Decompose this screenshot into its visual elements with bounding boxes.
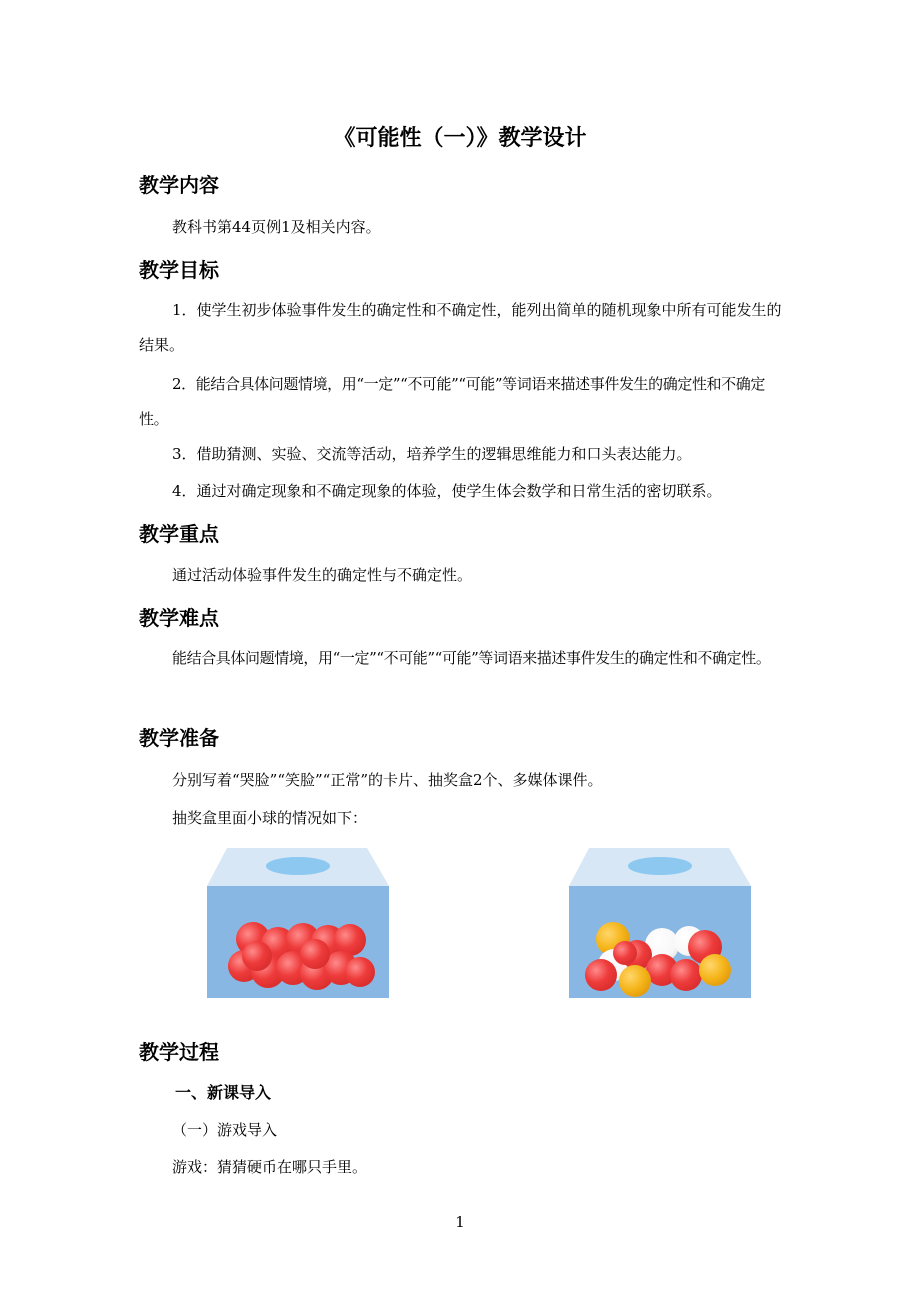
ball-yellow: [699, 954, 731, 986]
ball-red: [670, 959, 702, 991]
heading-teaching-process: 教学过程: [139, 1040, 219, 1064]
content-text: 教科书第44页例1及相关内容。: [172, 218, 381, 236]
heading-difficulties: 教学难点: [139, 606, 219, 630]
red-balls: [228, 922, 375, 990]
heading-preparation: 教学准备: [139, 726, 219, 750]
ball-red: [585, 959, 617, 991]
box-hole: [628, 857, 692, 875]
ball-yellow: [619, 965, 651, 997]
goal-item-3: 3．借助猜测、实验、交流等活动，培养学生的逻辑思维能力和口头表达能力。: [172, 445, 692, 463]
document-title: 《可能性（一）》教学设计: [333, 125, 587, 151]
subheading-new-lesson-intro: 一、新课导入: [175, 1083, 272, 1102]
game-text: 游戏：猜猜硬币在哪只手里。: [172, 1158, 368, 1176]
box-hole: [266, 857, 330, 875]
goal-item-1: 1．使学生初步体验事件发生的确定性和不确定性，能列出简单的随机现象中所有可能发生的结果。: [139, 301, 782, 354]
ball: [345, 957, 375, 987]
preparation-text-1: 分别写着“哭脸”“笑脸”“正常”的卡片、抽奖盒2个、多媒体课件。: [172, 771, 603, 789]
heading-teaching-content: 教学内容: [139, 173, 219, 197]
goal-item-4: 4．通过对确定现象和不确定现象的体验，使学生体会数学和日常生活的密切联系。: [172, 482, 722, 500]
page-number: 1: [455, 1213, 465, 1231]
ball: [300, 939, 330, 969]
difficulties-text: 能结合具体问题情境，用“一定”“不可能”“可能”等词语来描述事件发生的确定性和不确定性。: [172, 649, 771, 667]
heading-teaching-goals: 教学目标: [139, 258, 219, 282]
preparation-text-2: 抽奖盒里面小球的情况如下：: [172, 809, 368, 827]
lottery-box-mixed-balls: [567, 848, 752, 1000]
lottery-box-red-balls: [205, 848, 390, 1000]
ball-red: [613, 941, 637, 965]
ball: [242, 941, 272, 971]
heading-key-points: 教学重点: [139, 522, 219, 546]
subsection-game-intro: （一）游戏导入: [172, 1121, 278, 1139]
key-points-text: 通过活动体验事件发生的确定性与不确定性。: [172, 566, 473, 584]
goal-item-2: 2．能结合具体问题情境，用“一定”“不可能”“可能”等词语来描述事件发生的确定性和不确定性。: [139, 375, 765, 428]
